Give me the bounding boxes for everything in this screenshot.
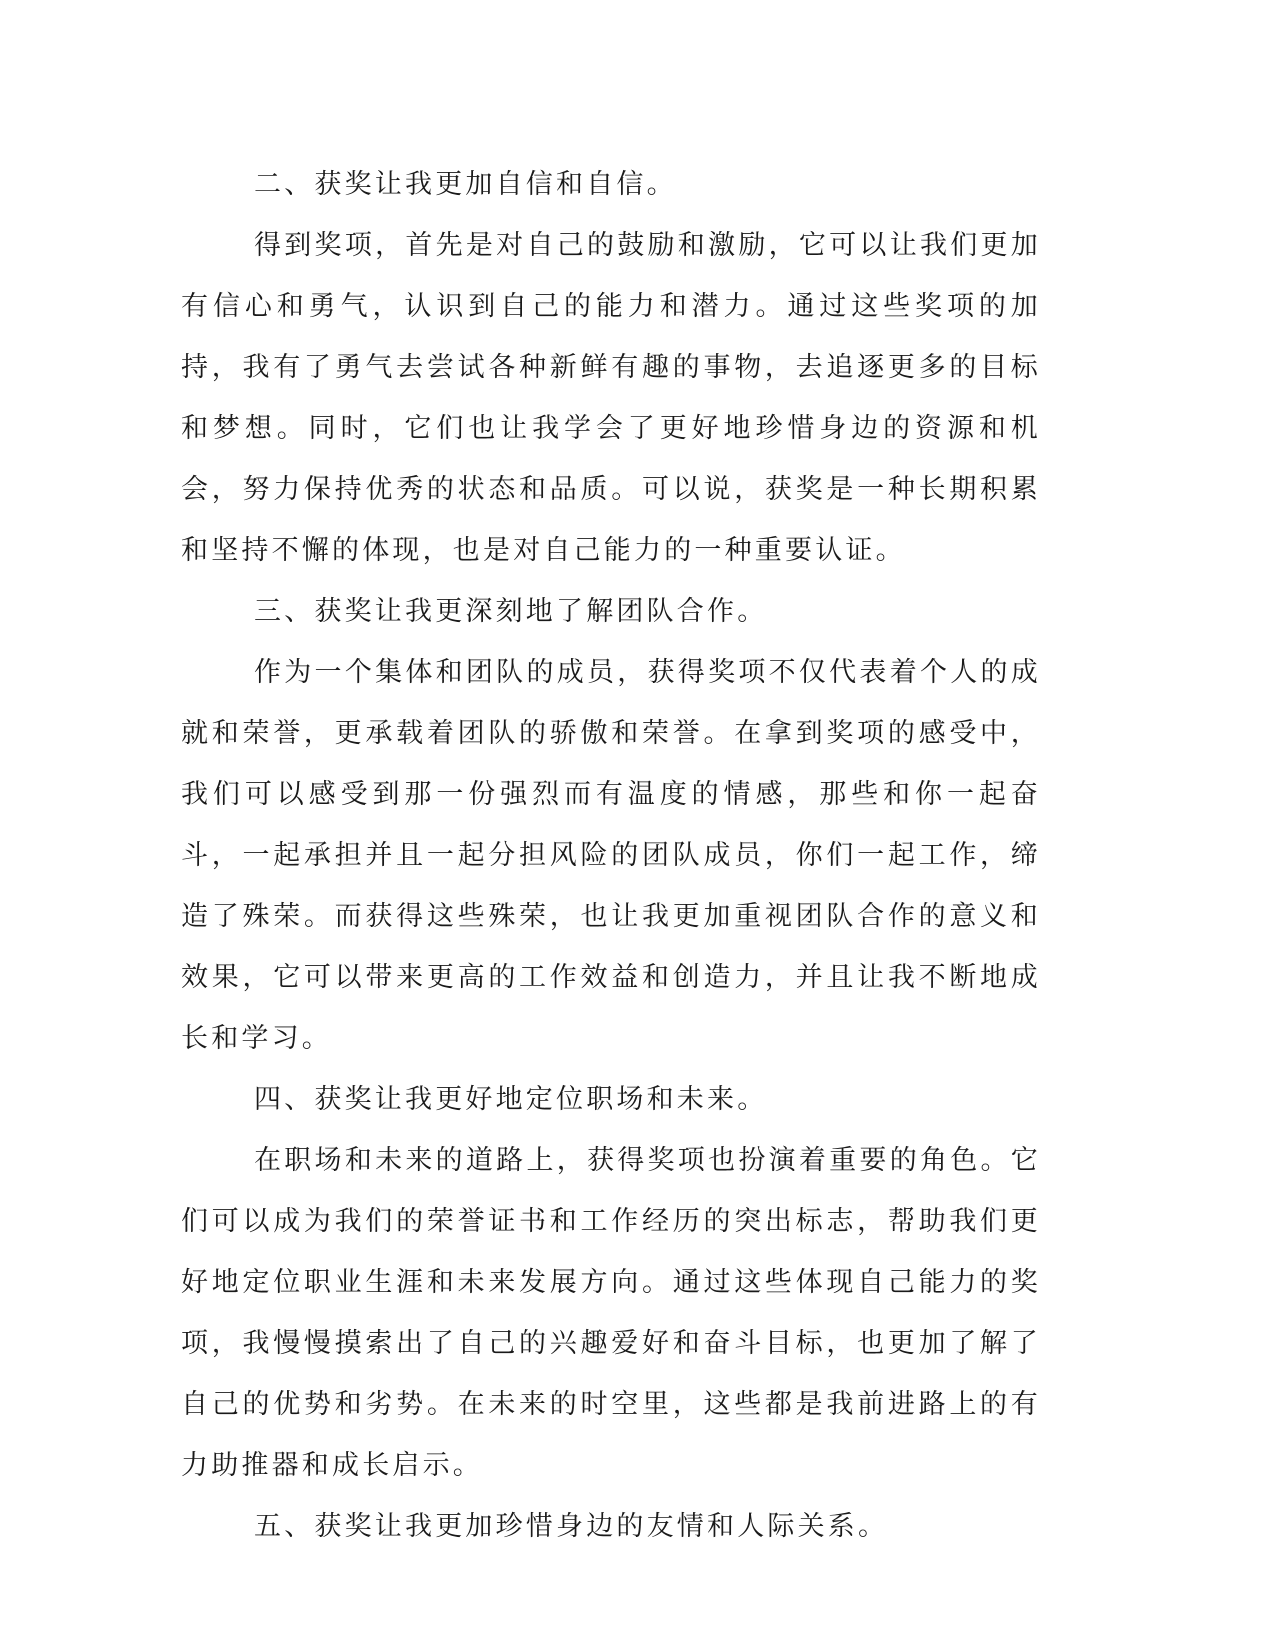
paragraph-career: 在职场和未来的道路上，获得奖项也扮演着重要的角色。它们可以成为我们的荣誉证书和工作经历的突出标志，帮助我们更好地定位职业生涯和未来发展方向。通过这些体现自己能力的奖项，我慢慢摸索出了自己的兴趣爱好和奋斗目标，也更加了解了自己的优势和劣势。在未来的时空里，这些都是我前进路上的有力助推器和成长启示。 — [181, 1145, 1041, 1481]
section-heading-3: 三、获奖让我更深刻地了解团队合作。 — [254, 596, 768, 627]
paragraph-teamwork: 作为一个集体和团队的成员，获得奖项不仅代表着个人的成就和荣誉，更承载着团队的骄傲和荣誉。在拿到奖项的感受中，我们可以感受到那一份强烈而有温度的情感，那些和你一起奋斗，一起承担并且一起分担风险的团队成员，你们一起工作，缔造了殊荣。而获得这些殊荣，也让我更加重视团队合作的意义和效果，它可以带来更高的工作效益和创造力，并且让我不断地成长和学习。 — [181, 657, 1041, 1054]
document-body — [181, 154, 1041, 1557]
section-heading-5: 五、获奖让我更加珍惜身边的友情和人际关系。 — [254, 1511, 889, 1542]
section-heading-4: 四、获奖让我更好地定位职场和未来。 — [254, 1084, 768, 1115]
paragraph-confidence: 得到奖项，首先是对自己的鼓励和激励，它可以让我们更加有信心和勇气，认识到自己的能力和潜力。通过这些奖项的加持，我有了勇气去尝试各种新鲜有趣的事物，去追逐更多的目标和梦想。同时，它们也让我学会了更好地珍惜身边的资源和机会，努力保持优秀的状态和品质。可以说，获奖是一种长期积累和坚持不懈的体现，也是对自己能力的一种重要认证。 — [181, 230, 1041, 566]
section-heading-2: 二、获奖让我更加自信和自信。 — [254, 169, 677, 200]
